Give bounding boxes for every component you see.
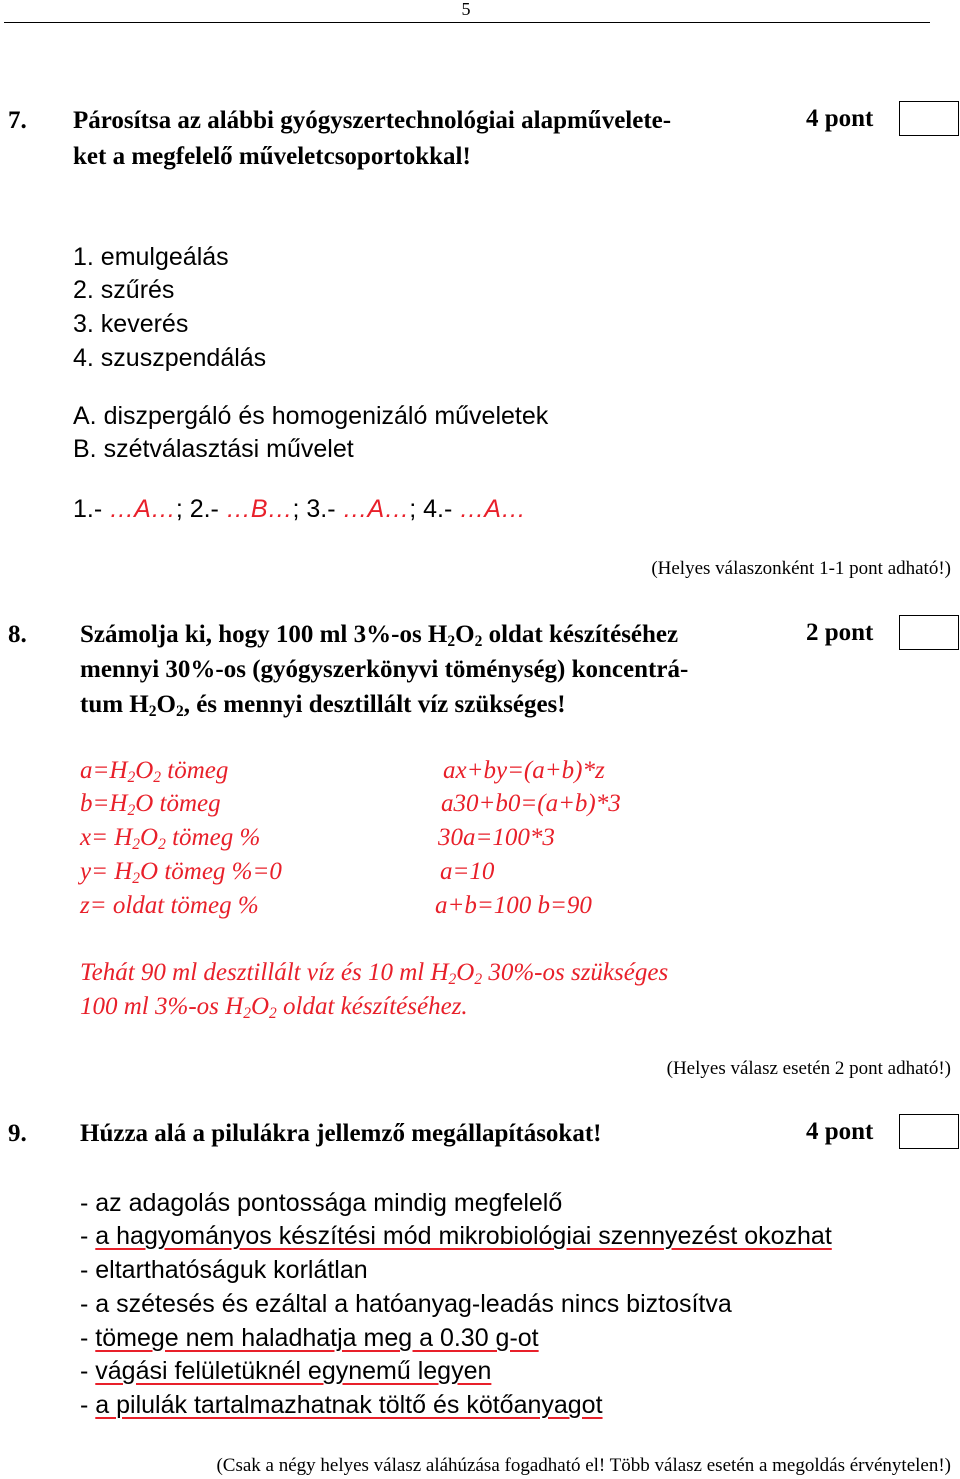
question-number: 9. — [8, 1120, 27, 1147]
question-number: 7. — [8, 107, 27, 134]
list-item: 1. emulgeálás — [73, 243, 229, 271]
solution-definition: $y= H_2O$ tömeg %=0 — [80, 858, 282, 887]
points-label: 2 pont — [806, 619, 874, 646]
underlined-answer: a pilulák tartalmazhatnak töltő és kötőanyagot — [95, 1391, 603, 1419]
solution-equation: ax+by=(a+b)*z — [443, 757, 605, 784]
solution-equation: a+b=100 b=90 — [435, 892, 592, 919]
question-text-line: Párosítsa az alábbi gyógyszertechnológiai alapművelete- — [73, 107, 672, 134]
list-item: 2. szűrés — [73, 276, 175, 304]
scoring-note: (Helyes válaszonként 1-1 pont adható!) — [651, 558, 951, 579]
solution-definition: $b=H_2O$ tömeg — [80, 790, 221, 819]
points-label: 4 pont — [806, 1118, 874, 1145]
answer-value: …B… — [225, 495, 293, 523]
score-box[interactable] — [899, 615, 959, 650]
solution-definition: z= oldat tömeg % — [80, 892, 259, 919]
list-item: 4. szuszpendálás — [73, 344, 267, 372]
underlined-answer: vágási felületüknél egynemű legyen — [95, 1357, 492, 1385]
points-label: 4 pont — [806, 105, 874, 132]
group-option: A. diszpergáló és homogenizáló műveletek — [73, 402, 549, 430]
statement-item[interactable]: - eltarthatóságuk korlátlan — [80, 1256, 368, 1284]
solution-equation: a=10 — [440, 858, 495, 885]
statement-item[interactable]: - az adagolás pontossága mindig megfelelő — [80, 1189, 563, 1217]
scoring-note: (Csak a négy helyes válasz aláhúzása fogadható el! Több válasz esetén a megoldás érvénytelen!) — [216, 1455, 951, 1476]
answer-sep: ; 2.- — [175, 495, 226, 523]
solution-conclusion: 100 ml 3%-os $H_2O_2$ oldat készítéséhez. — [80, 993, 468, 1022]
question-text-line: ket a megfelelő műveletcsoportokkal! — [73, 143, 471, 170]
group-option: B. szétválasztási művelet — [73, 435, 354, 463]
answer-line — [73, 492, 526, 526]
solution-equation: 30a=100*3 — [438, 824, 555, 851]
solution-conclusion: Tehát 90 ml desztillált víz és 10 ml $H_2O_2$ 30%-os szükséges — [80, 959, 669, 988]
statement-item[interactable]: - a hagyományos készítési mód mikrobiológiai szennyezést okozhat — [80, 1222, 832, 1250]
page-number: 5 — [461, 0, 471, 19]
answer-sep: ; 4.- — [409, 495, 460, 523]
question-text-line: Húzza alá a pilulákra jellemző megállapításokat! — [80, 1120, 602, 1147]
underlined-answer: a hagyományos készítési mód mikrobiológiai szennyezést okozhat — [95, 1222, 832, 1250]
question-number: 8. — [8, 621, 27, 648]
score-box[interactable] — [899, 1114, 959, 1149]
solution-definition: $x= H_2O_2$ tömeg % — [80, 824, 261, 853]
answer-value: …A… — [342, 495, 410, 523]
list-item: 3. keverés — [73, 310, 189, 338]
solution-definition: $a=H_2O_2$ tömeg — [80, 757, 229, 786]
statement-item[interactable]: - a szétesés és ezáltal a hatóanyag-leadás nincs biztosítva — [80, 1290, 732, 1318]
underlined-answer: tömege nem haladhatja meg a 0.30 g-ot — [95, 1324, 539, 1352]
question-text-line: Számolja ki, hogy 100 ml 3%-os $H_2O_2$ oldat készítéséhez — [80, 621, 679, 650]
answer-prefix: 1.- — [73, 495, 110, 523]
answer-value: …A… — [109, 495, 176, 523]
question-text-line: mennyi 30%-os (gyógyszerkönyvi töménység) koncentrá- — [80, 656, 689, 683]
question-text-line: tum $H_2O_2$, és mennyi desztillált víz szükséges! — [80, 691, 566, 720]
statement-item[interactable]: - tömege nem haladhatja meg a 0.30 g-ot — [80, 1324, 539, 1352]
statement-item[interactable]: - a pilulák tartalmazhatnak töltő és kötőanyagot — [80, 1391, 603, 1419]
scoring-note: (Helyes válasz esetén 2 pont adható!) — [666, 1058, 951, 1079]
solution-equation: a30+b0=(a+b)*3 — [441, 790, 621, 817]
answer-sep: ; 3.- — [292, 495, 343, 523]
statement-item[interactable]: - vágási felületüknél egynemű legyen — [80, 1357, 492, 1385]
header-divider — [4, 22, 930, 23]
answer-value: …A… — [459, 495, 526, 523]
score-box[interactable] — [899, 101, 959, 136]
